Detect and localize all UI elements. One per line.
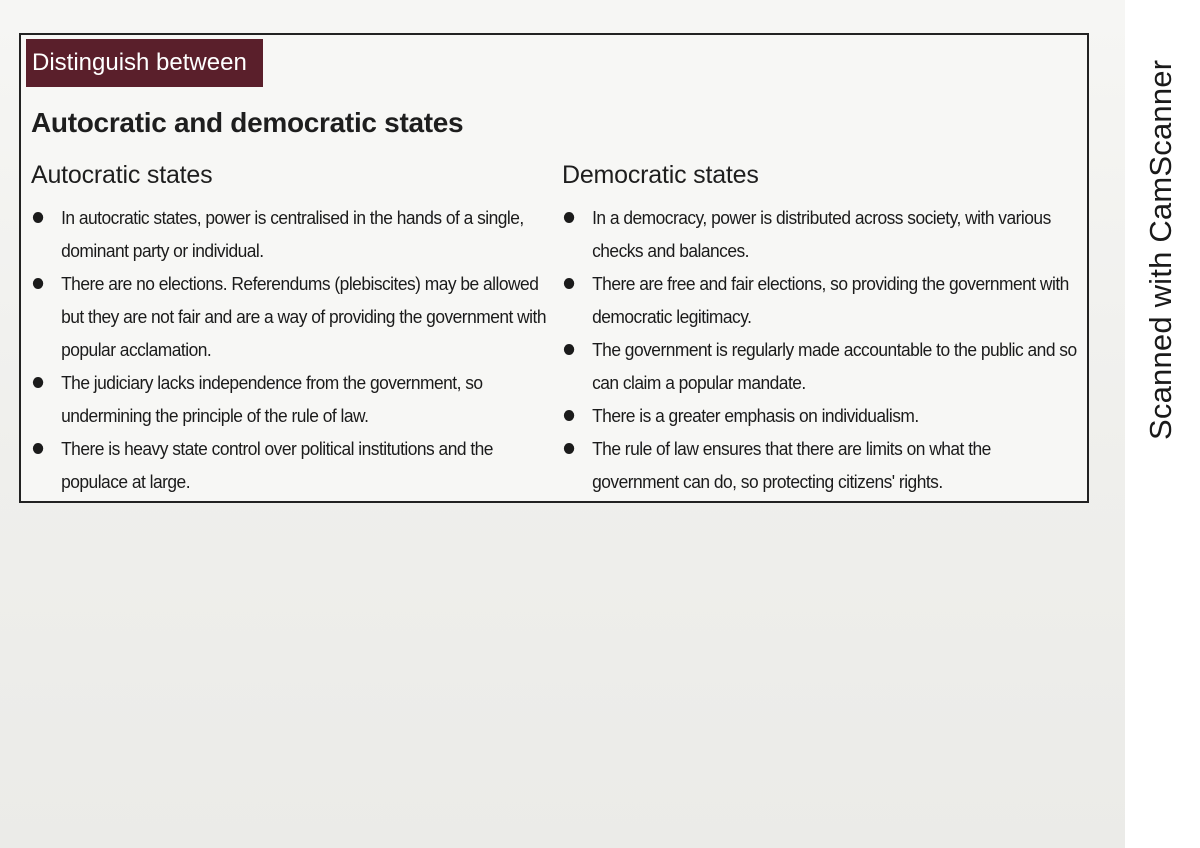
autocratic-title: Autocratic states: [31, 161, 213, 189]
point-text: In autocratic states, power is centralised in the hands of a single, dominant party or individual.: [61, 207, 524, 261]
bullet-icon: [33, 212, 43, 223]
point-text: In a democracy, power is distributed across society, with various checks and balances.: [592, 207, 1051, 261]
list-item: [562, 432, 1081, 498]
list-item: [562, 399, 1081, 432]
bullet-icon: [33, 278, 43, 289]
list-item: [31, 201, 550, 267]
point-text: There is heavy state control over political institutions and the populace at large.: [61, 438, 493, 492]
section-tag: Distinguish between: [26, 39, 263, 87]
list-item: [31, 267, 550, 366]
point-text: There is a greater emphasis on individualism.: [592, 405, 919, 426]
bullet-icon: [564, 443, 574, 454]
list-item: [562, 267, 1081, 333]
point-text: The rule of law ensures that there are limits on what the government can do, so protecting citizens' rights.: [592, 438, 991, 492]
democratic-column: [562, 161, 1082, 498]
point-text: The judiciary lacks independence from the government, so undermining the principle of the rule of law.: [61, 372, 483, 426]
autocratic-column: [31, 161, 547, 498]
democratic-title: Democratic states: [562, 161, 759, 189]
bullet-icon: [33, 377, 43, 388]
list-item: [31, 366, 550, 432]
comparison-box: [19, 33, 1089, 503]
box-heading: Autocratic and democratic states: [31, 107, 464, 138]
autocratic-points-list: [31, 201, 547, 498]
bullet-icon: [33, 443, 43, 454]
bullet-icon: [564, 410, 574, 421]
list-item: [562, 333, 1081, 399]
democratic-points-list: [562, 201, 1082, 498]
bullet-icon: [564, 212, 574, 223]
list-item: [31, 432, 550, 498]
point-text: The government is regularly made accountable to the public and so can claim a popular mandate.: [592, 339, 1077, 393]
point-text: There are free and fair elections, so providing the government with democratic legitimacy.: [592, 273, 1069, 327]
camscanner-watermark: Scanned with CamScanner: [1143, 59, 1178, 440]
bullet-icon: [564, 278, 574, 289]
list-item: [562, 201, 1081, 267]
point-text: There are no elections. Referendums (plebiscites) may be allowed but they are not fair and are a way of providing the government with popular acclamation.: [61, 273, 547, 360]
bullet-icon: [564, 344, 574, 355]
